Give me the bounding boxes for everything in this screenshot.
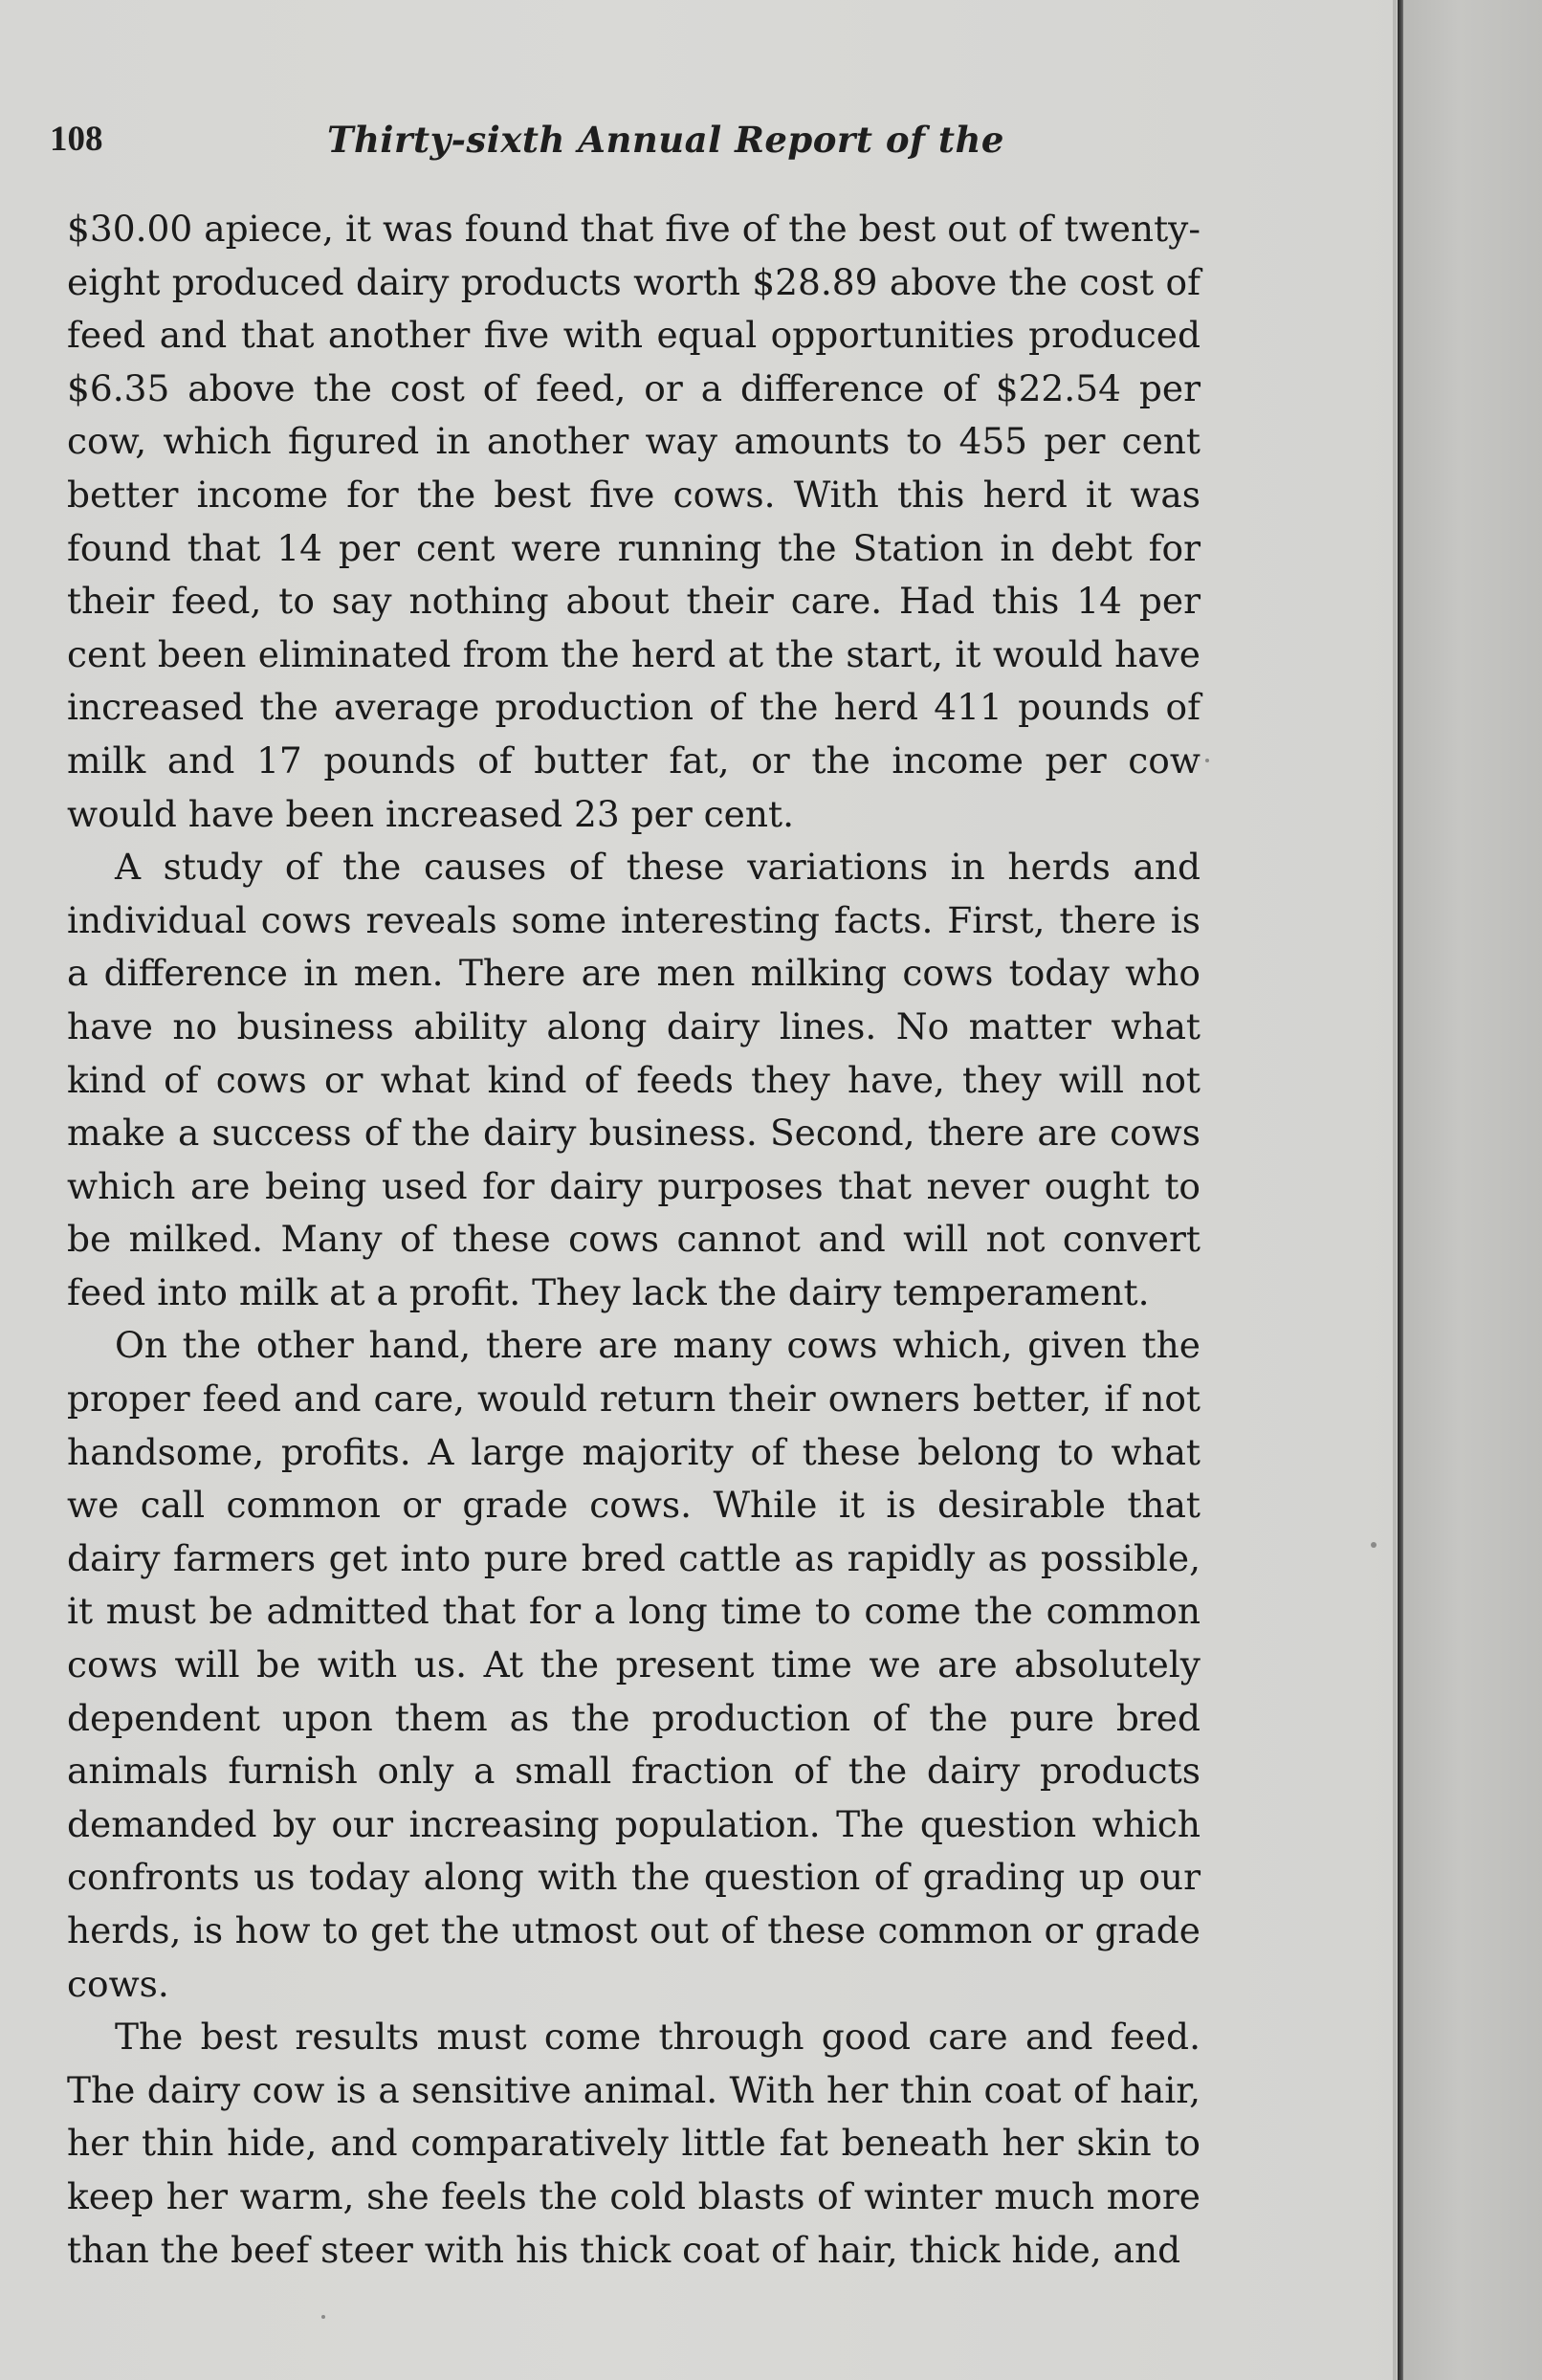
dust-speck <box>1371 1542 1377 1548</box>
paragraph-1: $30.00 apiece, it was found that five of the best out of twenty-eight produced dairy products worth $28.89 above the cost of feed and that another five with equal opportunities produced $6.35 above the cost of feed, or a difference of $22.54 per cow, which figured in another way amounts to 455 per cent better income for the best five cows. With this herd it was found that 14 per cent were running the Station in debt for their feed, to say nothing about their care. Had this 14 per cent been eliminated from the herd at the start, it would have increased the average production of the herd 411 pounds of milk and 17 pounds of butter fat, or the income per cow would have been increased 23 per cent. <box>67 208 1201 835</box>
running-title: Thirty-sixth Annual Report of the <box>327 119 1004 161</box>
paragraph-3: On the other hand, there are many cows which, given the proper feed and care, would return their owners better, if not handsome, profits. A large majority of these belong to what we call common or grade cows. While it is desirable that dairy farmers get into pure bred cattle as rapidly as possible, it must be admitted that for a long time to come the common cows will be with us. At the present time we are absolutely dependent upon them as the production of the pure bred animals furnish only a small fraction of the dairy products demanded by our increasing population. The question which confronts us today along with the question of grading up our herds, is how to get the utmost out of these common or grade cows. <box>67 1324 1201 2005</box>
paragraph-4: The best results must come through good care and feed. The dairy cow is a sensitive animal. With her thin coat of hair, her thin hide, and comparatively little fat beneath her skin to keep her warm, she feels the cold blasts of winter much more than the beef steer with his thick coat of hair, thick hide, and <box>67 2016 1201 2271</box>
paragraph-2: A study of the causes of these variations in herds and individual cows reveals some interesting facts. First, there is a difference in men. There are men milking cows today who have no business ability along dairy lines. No matter what kind of cows or what kind of feeds they have, they will not make a success of the dairy business. Second, there are cows which are being used for dairy purposes that never ought to be milked. Many of these cows cannot and will not convert feed into milk at a profit. They lack the dairy temperament. <box>67 846 1201 1313</box>
gutter-shadow <box>1393 0 1397 2380</box>
page-number: 108 <box>50 120 103 159</box>
dust-speck <box>321 2315 325 2319</box>
running-head <box>50 113 1341 166</box>
body-text <box>67 203 1201 2277</box>
adjacent-page-edge <box>1403 0 1542 2380</box>
dust-speck <box>1205 759 1209 762</box>
